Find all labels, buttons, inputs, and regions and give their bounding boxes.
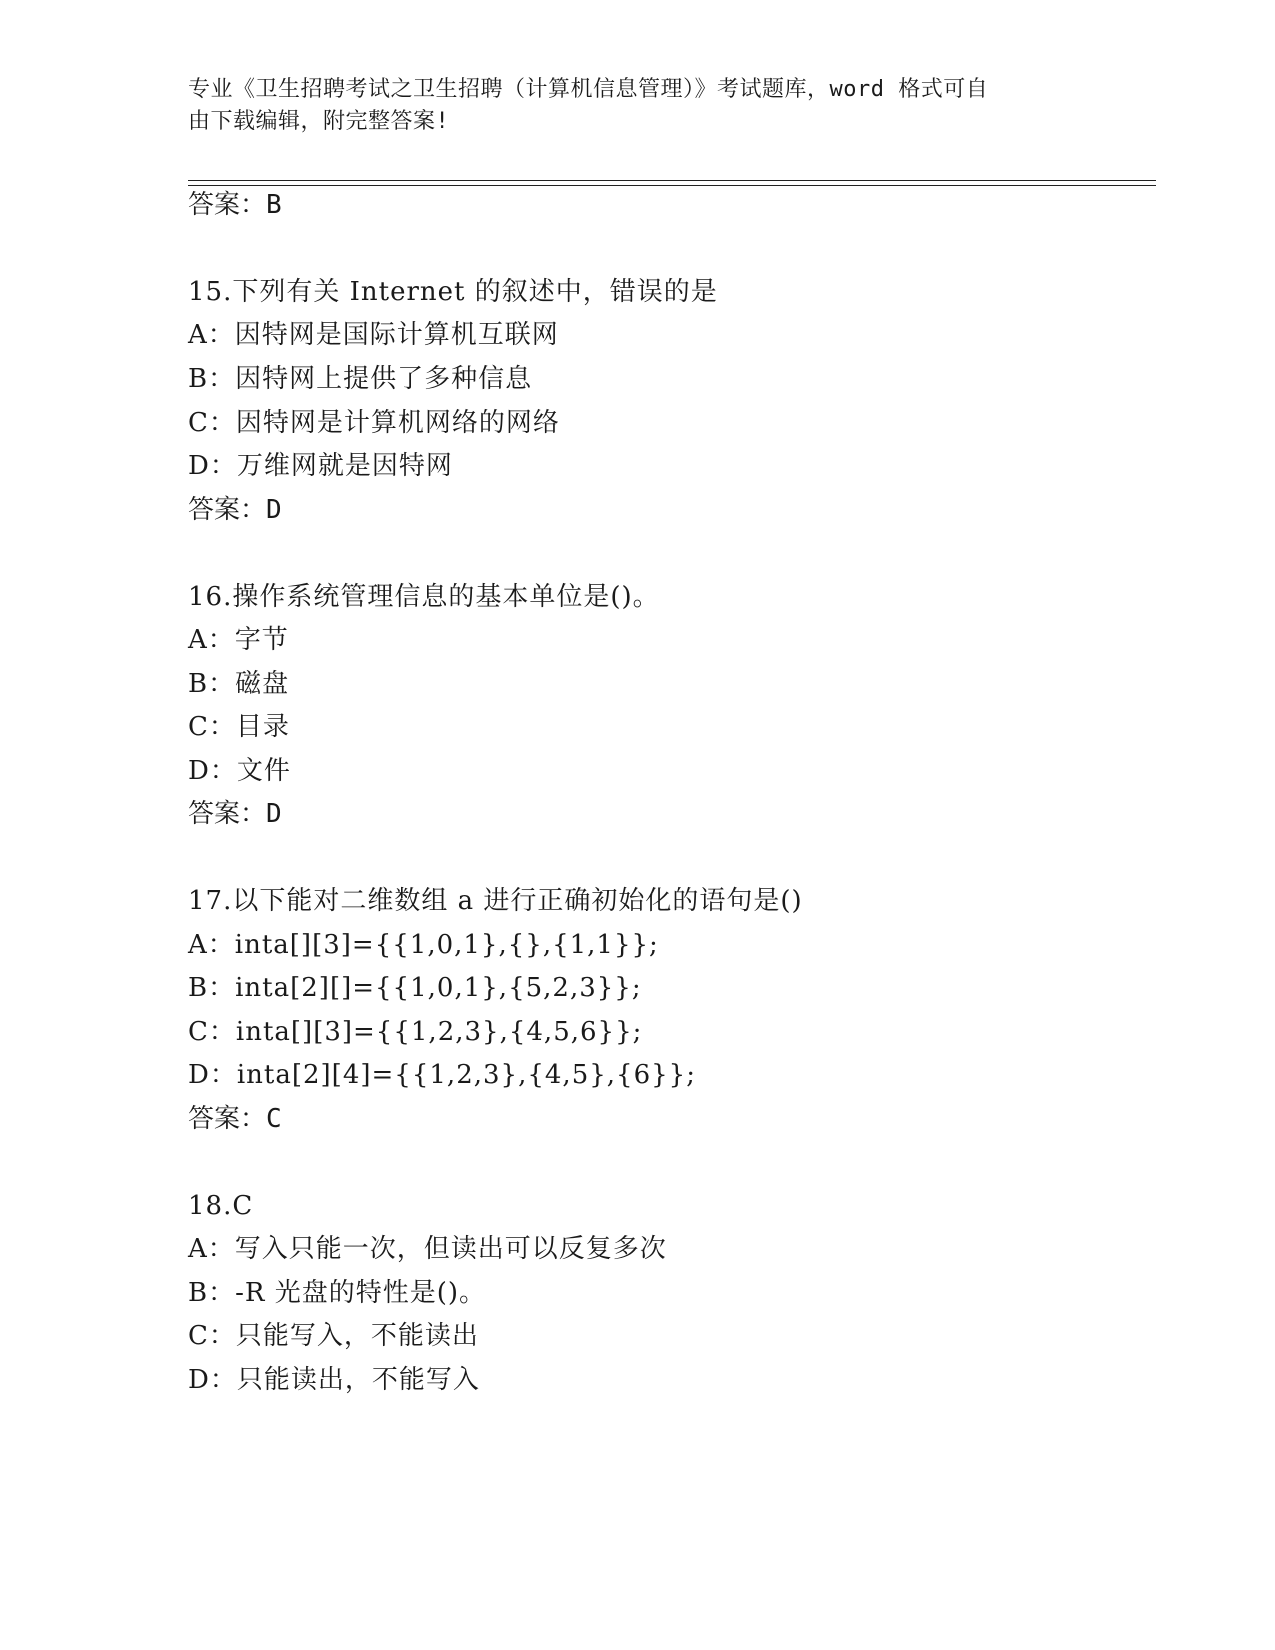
header-line-2: 由下载编辑，附完整答案!	[188, 109, 450, 134]
question-17-answer: 答案：C	[188, 1104, 282, 1134]
question-16-option-d: D：文件	[188, 756, 291, 786]
question-15-stem: 15.下列有关 Internet 的叙述中，错误的是	[188, 277, 718, 307]
header-divider-top	[188, 180, 1156, 181]
question-15-answer: 答案：D	[188, 495, 282, 525]
question-17-option-c: C：inta[][3]={{1,2,3},{4,5,6}};	[188, 1017, 643, 1047]
question-16-stem: 16.操作系统管理信息的基本单位是()。	[188, 582, 660, 612]
question-16-option-b: B：磁盘	[188, 669, 290, 699]
question-15-option-b: B：因特网上提供了多种信息	[188, 364, 533, 394]
question-18-option-c: C：只能写入，不能读出	[188, 1321, 479, 1351]
header-line-1: 专业《卫生招聘考试之卫生招聘（计算机信息管理）》考试题库，word 格式可自	[188, 77, 989, 102]
question-18-stem: 18.C	[188, 1191, 254, 1221]
header-divider-bottom	[188, 185, 1156, 186]
question-15-option-a: A：因特网是国际计算机互联网	[188, 320, 559, 350]
question-18-option-d: D：只能读出，不能写入	[188, 1365, 480, 1395]
question-17-option-d: D：inta[2][4]={{1,2,3},{4,5},{6}};	[188, 1060, 696, 1090]
question-18-option-b: B：-R 光盘的特性是()。	[188, 1278, 487, 1308]
question-17-option-b: B：inta[2][]={{1,0,1},{5,2,3}};	[188, 973, 642, 1003]
document-header	[188, 74, 1088, 138]
previous-answer: 答案：B	[188, 190, 282, 220]
question-16-answer: 答案：D	[188, 799, 282, 829]
question-17-option-a: A：inta[][3]={{1,0,1},{},{1,1}};	[188, 930, 659, 960]
question-15-option-c: C：因特网是计算机网络的网络	[188, 408, 560, 438]
question-16-option-a: A：字节	[188, 625, 289, 655]
question-16-option-c: C：目录	[188, 712, 290, 742]
question-15-option-d: D：万维网就是因特网	[188, 451, 453, 481]
question-17-stem: 17.以下能对二维数组 a 进行正确初始化的语句是()	[188, 886, 803, 916]
question-18-option-a: A：写入只能一次，但读出可以反复多次	[188, 1234, 667, 1264]
